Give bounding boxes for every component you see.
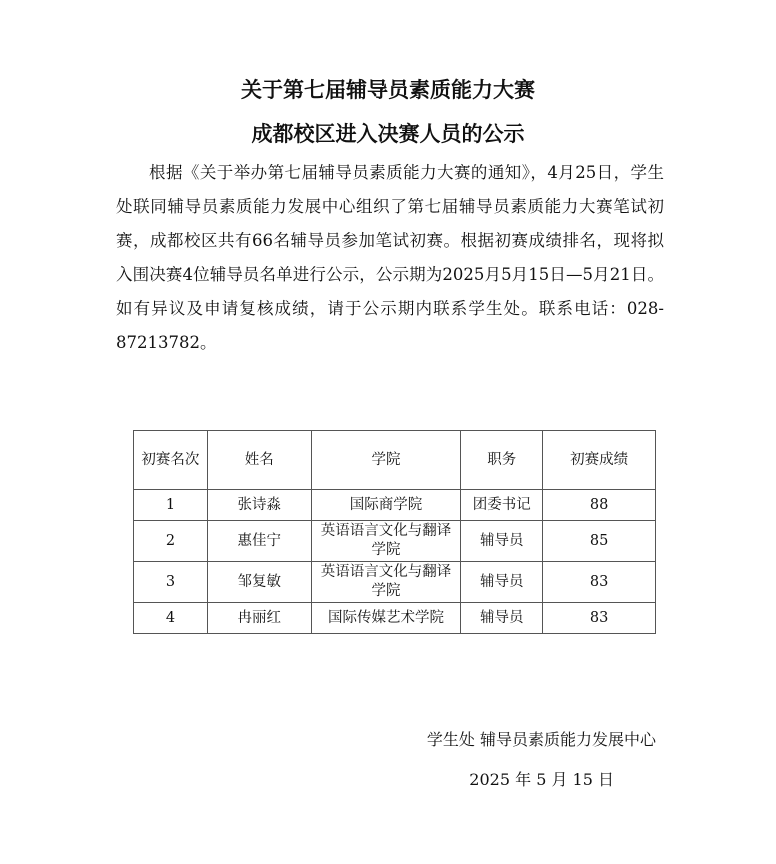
finalists-table [133,430,656,634]
cell-name: 惠佳宁 [207,521,311,562]
header-college: 学院 [311,431,461,490]
cell-score: 83 [543,562,656,603]
header-rank: 初赛名次 [134,431,208,490]
header-position: 职务 [461,431,543,490]
signature: 学生处 辅导员素质能力发展中心 [426,730,656,749]
cell-score: 83 [543,603,656,634]
table-row [134,603,656,634]
cell-position: 团委书记 [461,490,543,521]
cell-rank: 4 [134,603,208,634]
notice-body [116,156,664,360]
cell-rank: 1 [134,490,208,521]
cell-position: 辅导员 [461,603,543,634]
body-paragraph: 根据《关于举办第七届辅导员素质能力大赛的通知》，4月25日，学生处联同辅导员素质能力发展中心组织了第七届辅导员素质能力大赛笔试初赛，成都校区共有66名辅导员参加笔试初赛。根据初赛成绩排名，现将拟入围决赛4位辅导员名单进行公示，公示期为2025月5月15日—5月21日。如有异议及申请复核成绩，请于公示期内联系学生处。联系电话：028-87213782。 [116,163,664,352]
table-row [134,490,656,521]
cell-name: 张诗淼 [207,490,311,521]
notice-title-line2: 成都校区进入决赛人员的公示 [251,121,525,146]
cell-position: 辅导员 [461,521,543,562]
cell-college: 英语语言文化与翻译学院 [311,562,461,603]
cell-college: 英语语言文化与翻译学院 [311,521,461,562]
cell-rank: 3 [134,562,208,603]
header-score: 初赛成绩 [543,431,656,490]
table-row [134,521,656,562]
cell-college: 国际商学院 [311,490,461,521]
table-row [134,562,656,603]
cell-position: 辅导员 [461,562,543,603]
cell-name: 冉丽红 [207,603,311,634]
cell-college: 国际传媒艺术学院 [311,603,461,634]
cell-score: 88 [543,490,656,521]
header-name: 姓名 [207,431,311,490]
cell-name: 邹复敏 [207,562,311,603]
table-header-row [134,431,656,490]
notice-title-line1: 关于第七届辅导员素质能力大赛 [241,77,535,102]
signature-date: 2025 年 5 月 15 日 [469,770,614,789]
cell-rank: 2 [134,521,208,562]
cell-score: 85 [543,521,656,562]
